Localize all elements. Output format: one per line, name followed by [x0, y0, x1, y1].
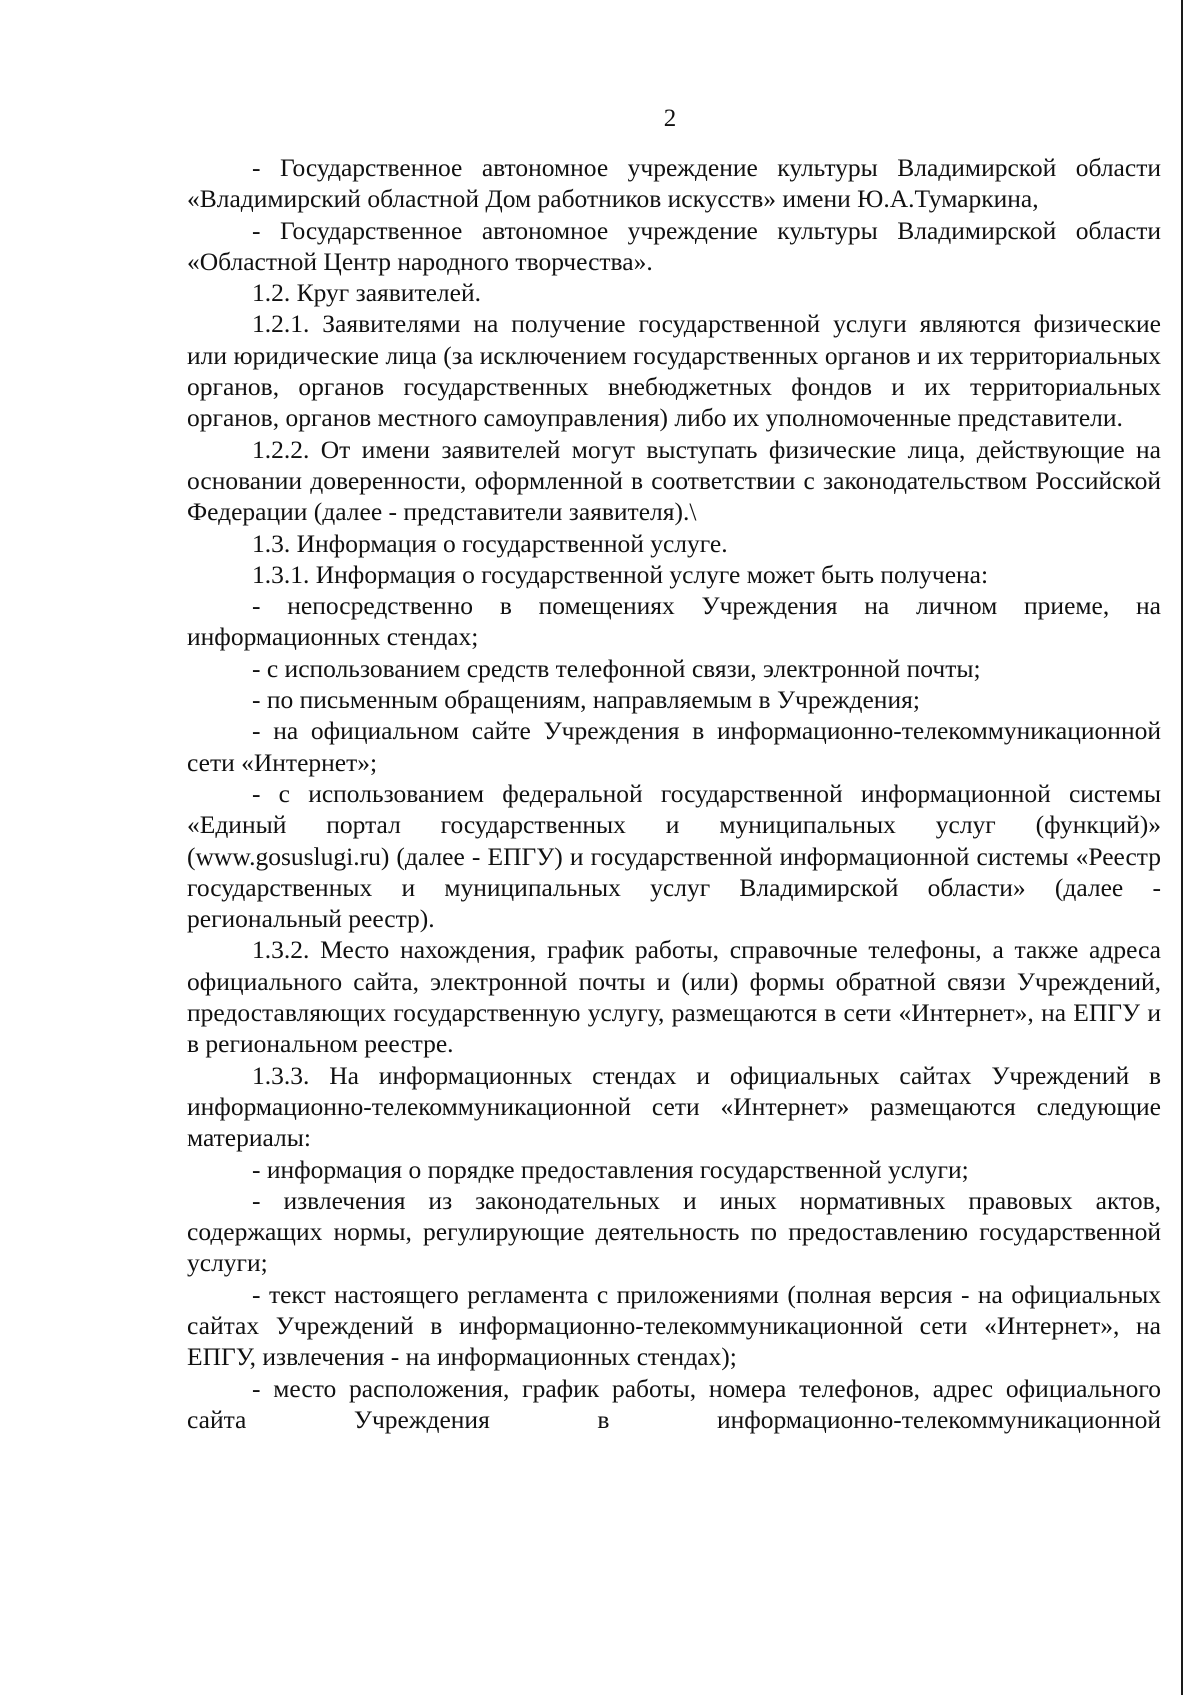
section-heading-1-2: 1.2. Круг заявителей. [252, 278, 481, 308]
list-item-phone-email: - с использованием средств телефонной связи, электронной почты; [252, 653, 981, 683]
paragraph-institution-1: - Государственное автономное учреждение культуры Владимирской области «Владимирский областной Дом работников искусств» имени Ю.А.Тумаркина, [187, 153, 1161, 214]
list-item-website: - на официальном сайте Учреждения в информационно-телекоммуникационной сети «Интернет»; [187, 716, 1161, 777]
paragraph-1-2-2: 1.2.2. От имени заявителей могут выступать физические лица, действующие на основании доверенности, оформленной в соответствии с законодательством Российской Федерации (далее - представители заявителя).\ [187, 434, 1161, 527]
list-item-regulation-text: - текст настоящего регламента с приложениями (полная версия - на официальных сайтах Учреждений в информационно-телекоммуникационной сети «Интернет», на ЕПГУ, извлечения - на информационных стендах); [187, 1279, 1161, 1372]
list-item-extracts: - извлечения из законодательных и иных нормативных правовых актов, содержащих нормы, регулирующие деятельность по предоставлению государственной услуги; [187, 1185, 1161, 1278]
list-item-epgu: - с использованием федеральной государственной информационной системы «Единый портал государственных и муниципальных услуг (функций)» (www.gosuslugi.ru) (далее - ЕПГУ) и государственной информационной системы «Реестр государственных и муниципальных услуг Владимирской области» (далее - региональный реестр). [187, 778, 1161, 934]
page-edge-line [1181, 0, 1183, 1695]
paragraph-1-3-2: 1.3.2. Место нахождения, график работы, справочные телефоны, а также адреса официального сайта, электронной почты и (или) формы обратной связи Учреждений, предоставляющих государственную услугу, размещаются в сети «Интернет», на ЕПГУ и в региональном реестре. [187, 935, 1161, 1059]
document-body [187, 152, 1161, 1435]
page-number: 2 [663, 105, 677, 132]
paragraph-1-3-3: 1.3.3. На информационных стендах и официальных сайтах Учреждений в информационно-телекоммуникационной сети «Интернет» размещаются следующие материалы: [187, 1060, 1161, 1153]
list-item-written: - по письменным обращениям, направляемым в Учреждения; [252, 685, 920, 715]
section-heading-1-3: 1.3. Информация о государственной услуге. [252, 528, 728, 558]
list-item-procedure: - информация о порядке предоставления государственной услуги; [252, 1154, 969, 1184]
paragraph-1-3-1: 1.3.1. Информация о государственной услуге может быть получена: [252, 559, 989, 589]
paragraph-institution-2: - Государственное автономное учреждение культуры Владимирской области «Областной Центр народного творчества». [187, 215, 1161, 276]
paragraph-1-2-1: 1.2.1. Заявителями на получение государственной услуги являются физические или юридические лица (за исключением государственных органов и их территориальных органов, органов государственных внебюджетных фондов и их территориальных органов, органов местного самоуправления) либо их уполномоченные представители. [187, 309, 1161, 433]
list-item-location: - место расположения, график работы, номера телефонов, адрес официального сайта Учреждения в информационно-телекоммуникационной [187, 1373, 1161, 1434]
list-item-in-person: - непосредственно в помещениях Учреждения на личном приеме, на информационных стендах; [187, 591, 1161, 652]
